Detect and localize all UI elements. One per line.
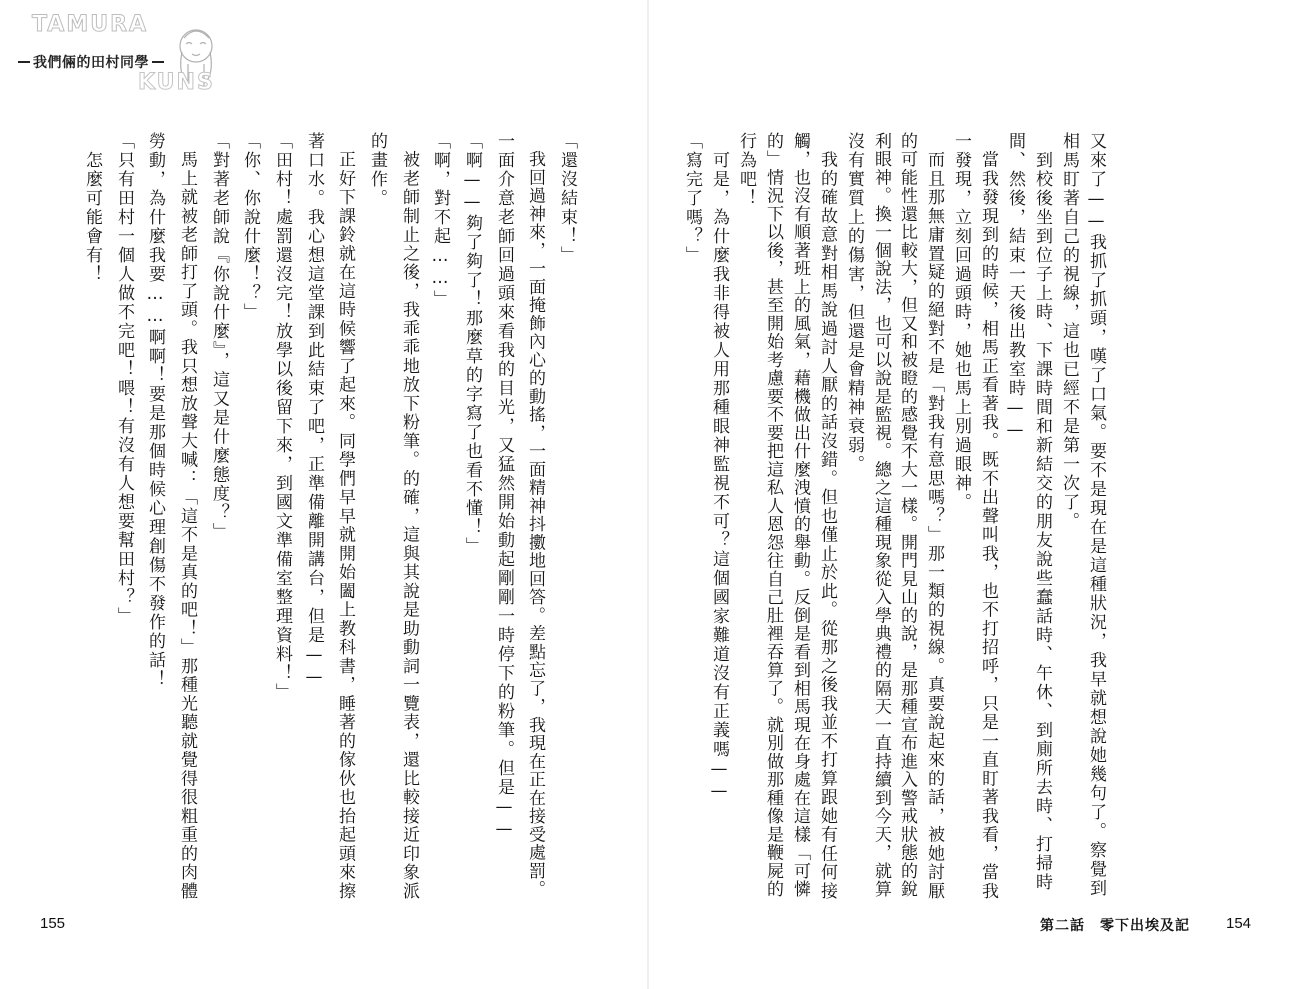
text-column: 「只有田村一個人做不完吧！喂！有沒有人想要幫田村？」 (114, 132, 134, 626)
text-column: 的」情況下以後，甚至開始考慮要不要把這私人恩怨往自己肚裡吞算了。就別做那種像是鞭屍的 (763, 132, 783, 899)
running-head: 第二話 零下出埃及記 (1040, 918, 1190, 934)
text-column: 「你、你說什麼！？」 (240, 132, 260, 322)
text-column: 馬上就被老師打了頭。我只想放聲大喊：「這不是真的吧！」那種光聽就覺得很粗重的肉體 (177, 132, 197, 901)
text-column: 沒有實質上的傷害，但還是會精神衰弱。 (844, 132, 864, 474)
book-title-text: 我們倆的田村同學 (33, 55, 149, 71)
text-column: 相馬盯著自己的視線，這也已經不是第一次了。 (1059, 132, 1079, 531)
page-number-right: 154 (1226, 915, 1252, 932)
text-column: 而且那無庸置疑的絕對不是「對我有意思嗎？」那一類的視線。真要說起來的話，被她討厭 (924, 132, 944, 901)
text-column: 到校後坐到位子上時、下課時間和新結交的朋友說些蠢話時、午休、到廁所去時、打掃時 (1032, 132, 1052, 892)
text-column: 當我發現到的時候，相馬正看著我。既不出聲叫我，也不打招呼，只是一直盯著我看，當我 (978, 132, 998, 901)
text-column: 的畫作。 (367, 132, 387, 208)
text-column: 我的確故意對相馬說過討人厭的話沒錯。但也僅止於此。從那之後我並不打算跟她有任何接 (817, 132, 837, 901)
text-column: 「啊，對不起……」 (430, 132, 450, 309)
text-column: 間、然後，結束一天後出教室時—— (1005, 132, 1025, 442)
text-column: 利眼神。換一個說法，也可以說是監視。總之這種現象從入學典禮的隔天一直持續到今天，就算 (871, 132, 891, 899)
title-dash-right (152, 61, 164, 63)
text-column: 正好下課鈴就在這時候響了起來。同學們早早就開始闔上教科書，睡著的傢伙也抬起頭來擦 (335, 132, 355, 901)
text-column: 行為吧！ (736, 132, 756, 208)
logo-ghost-text-bottom: KUNS (138, 70, 215, 95)
text-column: 被老師制止之後，我乖乖地放下粉筆。的確，這與其說是助動詞一覽表，還比較接近印象派 (399, 132, 419, 901)
text-column: 怎麼可能會有！ (82, 132, 102, 284)
text-column: 又來了——我抓了抓頭，嘆了口氣。要不是現在是這種狀況，我早就想說她幾句了。察覺到 (1086, 132, 1106, 898)
title-dash-left (18, 61, 30, 63)
text-column: 勞動，為什麼我要……啊啊！要是那個時候心理創傷不發作的話！ (145, 132, 165, 689)
logo-ghost-text-top: TAMURA (32, 12, 149, 37)
text-column: 的可能性還比較大，但又和被瞪的感覺不大一樣。開門見山的說，是那種宣布進入警戒狀態的銳 (897, 132, 917, 899)
text-column: 我回過神來，一面掩飾內心的動搖，一面精神抖擻地回答。差點忘了，我現在正在接受處罰。 (525, 132, 545, 899)
text-column: 「田村！處罰還沒完！放學以後留下來，到國文準備室整理資料！」 (272, 132, 292, 702)
series-logo (18, 8, 228, 98)
text-column: 一發現，立刻回過頭時，她也馬上別過眼神。 (951, 132, 971, 512)
text-column: 「寫完了嗎？」 (682, 132, 702, 265)
text-column: 一面介意老師回過頭來看我的目光，又猛然開始動起剛剛一時停下的粉筆。但是—— (494, 132, 514, 841)
text-column: 著口水。我心想這堂課到此結束了吧，正準備離開講台，但是—— (304, 132, 324, 689)
text-column: 「對著老師說『你說什麼』，這又是什麼態度？」 (209, 132, 229, 542)
text-column: 「還沒結束！」 (557, 132, 577, 265)
text-column: 觸，也沒有順著班上的風氣，藉機做出什麼洩憤的舉動。反倒是看到相馬現在身處在這樣「可憐 (790, 132, 810, 899)
text-column: 可是，為什麼我非得被人用那種眼神監視不可？這個國家難道沒有正義嗎—— (709, 132, 729, 803)
page-gutter (647, 0, 649, 989)
book-title (18, 52, 164, 72)
page-number-left: 155 (40, 915, 66, 932)
text-column: 「啊——夠了夠了！那麼草的字寫了也看不懂！」 (462, 132, 482, 556)
